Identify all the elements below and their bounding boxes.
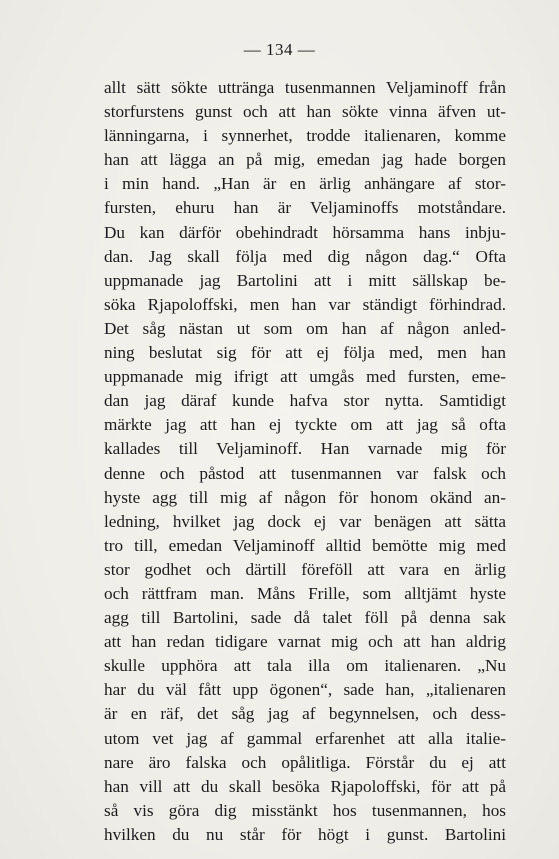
- text-line: så vis göra dig misstänkt hos tusenmannen, hos: [104, 800, 506, 820]
- text-line: tro till, emedan Veljaminoff alltid bemötte mig med: [104, 535, 506, 555]
- text-line: länningarna, i synnerhet, trodde italienaren, komme: [104, 126, 506, 146]
- text-line: ledning, hvilket jag dock ej var benägen att sätta: [104, 511, 506, 531]
- text-line: utom vet jag af gammal erfarenhet att alla italie-: [104, 728, 506, 748]
- text-line: att han redan tidigare varnat mig och att han aldrig: [104, 632, 506, 652]
- text-line: uppmanade jag Bartolini att i mitt sällskap be-: [104, 270, 506, 290]
- text-line: har du väl fått upp ögonen“, sade han, „italienaren: [104, 680, 506, 700]
- text-line: kallades till Veljaminoff. Han varnade mig för: [104, 439, 506, 459]
- text-line: agg till Bartolini, sade då talet föll på denna sak: [104, 608, 506, 628]
- text-line: märkte jag att han ej tyckte om att jag så ofta: [104, 415, 506, 435]
- text-line: i min hand. „Han är en ärlig anhängare af stor-: [104, 174, 506, 194]
- text-line: storfurstens gunst och att han sökte vinna äfven ut-: [104, 102, 506, 122]
- page-number: — 134 —: [243, 40, 316, 59]
- text-line: ning beslutat sig för att ej följa med, men han: [104, 343, 506, 363]
- text-line: allt sätt sökte uttränga tusenmannen Veljaminoff från: [104, 78, 506, 97]
- text-line: fursten, ehuru han är Veljaminoffs motståndare.: [104, 198, 506, 218]
- text-line: dan. Jag skall följa med dig någon dag.“ Ofta: [104, 246, 506, 266]
- text-line: hvilken du nu står för högt i gunst. Bartolini: [104, 824, 506, 844]
- text-line: söka Rjapoloffski, men han var ständigt förhindrad.: [104, 294, 506, 314]
- text-line: dan jag däraf kunde hafva stor nytta. Samtidigt: [104, 391, 506, 411]
- text-line: är en räf, det såg jag af begynnelsen, och dess-: [104, 704, 506, 724]
- text-line: hyste agg till mig af någon för honom okänd an-: [104, 487, 506, 507]
- text-line: Det såg nästan ut som om han af någon anled-: [104, 318, 506, 338]
- text-line: nare äro falska och opålitliga. Förstår du ej att: [104, 752, 506, 772]
- text-line: stor godhet och därtill föreföll att vara en ärlig: [104, 559, 506, 579]
- text-line: och rättfram man. Måns Frille, som alltjämt hyste: [104, 583, 506, 603]
- text-line: han vill att du skall besöka Rjapoloffski, för att på: [104, 776, 506, 796]
- body-text: [104, 76, 506, 847]
- text-line: skulle upphöra att tala illa om italienaren. „Nu: [104, 656, 506, 676]
- text-line: uppmanade mig ifrigt att umgås med fursten, eme-: [104, 367, 506, 387]
- text-line: denne och påstod att tusenmannen var falsk och: [104, 463, 506, 483]
- text-line: han att lägga an på mig, emedan jag hade borgen: [104, 150, 506, 170]
- text-line: Du kan därför obehindradt hörsamma hans inbju-: [104, 222, 506, 242]
